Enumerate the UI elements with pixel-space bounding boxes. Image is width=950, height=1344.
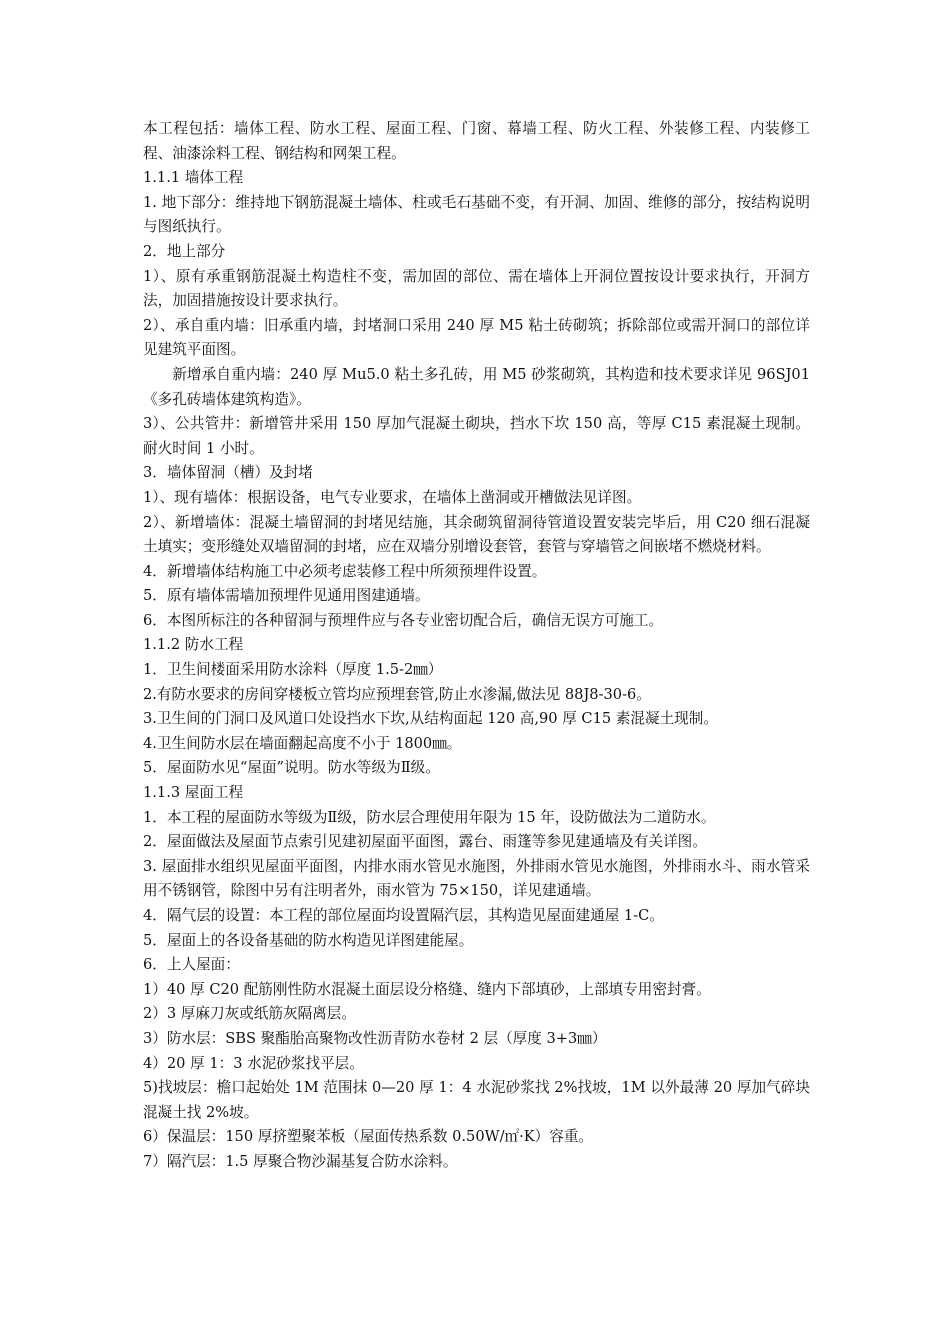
paragraph: 3）防水层：SBS 聚酯胎高聚物改性沥青防水卷材 2 层（厚度 3+3㎜） <box>143 1029 607 1047</box>
paragraph: 2）、新增墙体：混凝土墙留洞的封堵见结施，其余砌筑留洞待管道设置安装完毕后，用 C20 细石混凝土填实；变形缝处双墙留洞的封堵，应在双墙分别增设套管，套管与穿墙管之间嵌堵不燃烧材料。 <box>143 513 810 556</box>
paragraph: 1.1.3 屋面工程 <box>143 784 244 802</box>
paragraph: 6）保温层：150 厚挤塑聚苯板（屋面传热系数 0.50W/㎡·K）容重。 <box>143 1128 594 1146</box>
paragraph: 2）3 厚麻刀灰或纸筋灰隔离层。 <box>143 1005 356 1023</box>
paragraph: 6．本图所标注的各种留洞与预埋件应与各专业密切配合后，确信无误方可施工。 <box>143 611 664 629</box>
paragraph: 2）、承自重内墙：旧承重内墙，封堵洞口采用 240 厚 M5 粘土砖砌筑；拆除部位或需开洞口的部位详见建筑平面图。 <box>143 316 810 359</box>
paragraph: 2．地上部分 <box>143 242 226 260</box>
paragraph: 2．屋面做法及屋面节点索引见建初屋面平面图，露台、雨篷等参见建通墙及有关详图。 <box>143 833 707 851</box>
paragraph: 3．墙体留洞（槽）及封堵 <box>143 464 313 482</box>
paragraph: 4.卫生间防水层在墙面翻起高度不小于 1800㎜。 <box>143 734 462 752</box>
paragraph: 1.1.2 防水工程 <box>143 636 244 654</box>
paragraph: 4）20 厚 1：3 水泥砂浆找平层。 <box>143 1054 364 1072</box>
paragraph: 1）40 厚 C20 配筋刚性防水混凝土面层设分格缝、缝内下部填砂，上部填专用密封膏。 <box>143 980 711 998</box>
paragraph: 6．上人屋面： <box>143 956 240 974</box>
paragraph: 7）隔汽层：1.5 厚聚合物沙漏基复合防水涂料。 <box>143 1152 458 1170</box>
paragraph: 5)找坡层：檐口起始处 1M 范围抹 0—20 厚 1：4 水泥砂浆找 2%找坡，1M 以外最薄 20 厚加气碎块混凝土找 2%坡。 <box>143 1079 810 1121</box>
paragraph: 1. 地下部分：维持地下钢筋混凝土墙体、柱或毛石基础不变，有开洞、加固、维修的部分，按结构说明与图纸执行。 <box>143 193 810 236</box>
paragraph: 3. 屋面排水组织见屋面平面图，内排水雨水管见水施图，外排雨水管见水施图，外排雨水斗、雨水管采用不锈钢管，除图中另有注明者外，雨水管为 75×150，详见建通墙。 <box>143 857 810 900</box>
document-body <box>143 117 810 1175</box>
paragraph: 5．屋面防水见“屋面”说明。防水等级为Ⅱ级。 <box>143 759 440 777</box>
paragraph: 1．本工程的屋面防水等级为Ⅱ级，防水层合理使用年限为 15 年，设防做法为二道防水。 <box>143 808 716 826</box>
paragraph: 4．隔气层的设置：本工程的部位屋面均设置隔汽层，其构造见屋面建通屋 1-C。 <box>143 907 664 924</box>
paragraph: 3）、公共管井：新增管井采用 150 厚加气混凝土砌块，挡水下坎 150 高，等厚 C15 素混凝土现制。耐火时间 1 小时。 <box>143 415 810 457</box>
paragraph: 1）、原有承重钢筋混凝土构造柱不变，需加固的部位、需在墙体上开洞位置按设计要求执行，开洞方法，加固措施按设计要求执行。 <box>143 267 810 310</box>
paragraph: 5．屋面上的各设备基础的防水构造见详图建能屋。 <box>143 931 474 949</box>
paragraph: 1.1.1 墙体工程 <box>143 169 244 187</box>
paragraph: 1．卫生间楼面采用防水涂料（厚度 1.5-2㎜） <box>143 661 443 679</box>
paragraph: 3.卫生间的门洞口及风道口处设挡水下坎,从结构面起 120 高,90 厚 C15 素混凝土现制。 <box>143 710 718 728</box>
paragraph: 5．原有墙体需墙加预埋件见通用图建通墙。 <box>143 587 430 605</box>
paragraph: 新增承自重内墙：240 厚 Mu5.0 粘土多孔砖，用 M5 砂浆砌筑，其构造和技术要求详见 96SJ01《多孔砖墙体建筑构造》。 <box>143 365 810 408</box>
paragraph: 1）、现有墙体：根据设备，电气专业要求，在墙体上凿洞或开槽做法见详图。 <box>143 488 642 506</box>
paragraph: 4．新增墙体结构施工中必须考虑装修工程中所须预埋件设置。 <box>143 562 547 580</box>
paragraph: 2.有防水要求的房间穿楼板立管均应预埋套管,防止水渗漏,做法见 88J8-30-6。 <box>143 685 651 703</box>
paragraph: 本工程包括：墙体工程、防水工程、屋面工程、门窗、幕墙工程、防火工程、外装修工程、内装修工程、油漆涂料工程、钢结构和网架工程。 <box>143 120 810 162</box>
